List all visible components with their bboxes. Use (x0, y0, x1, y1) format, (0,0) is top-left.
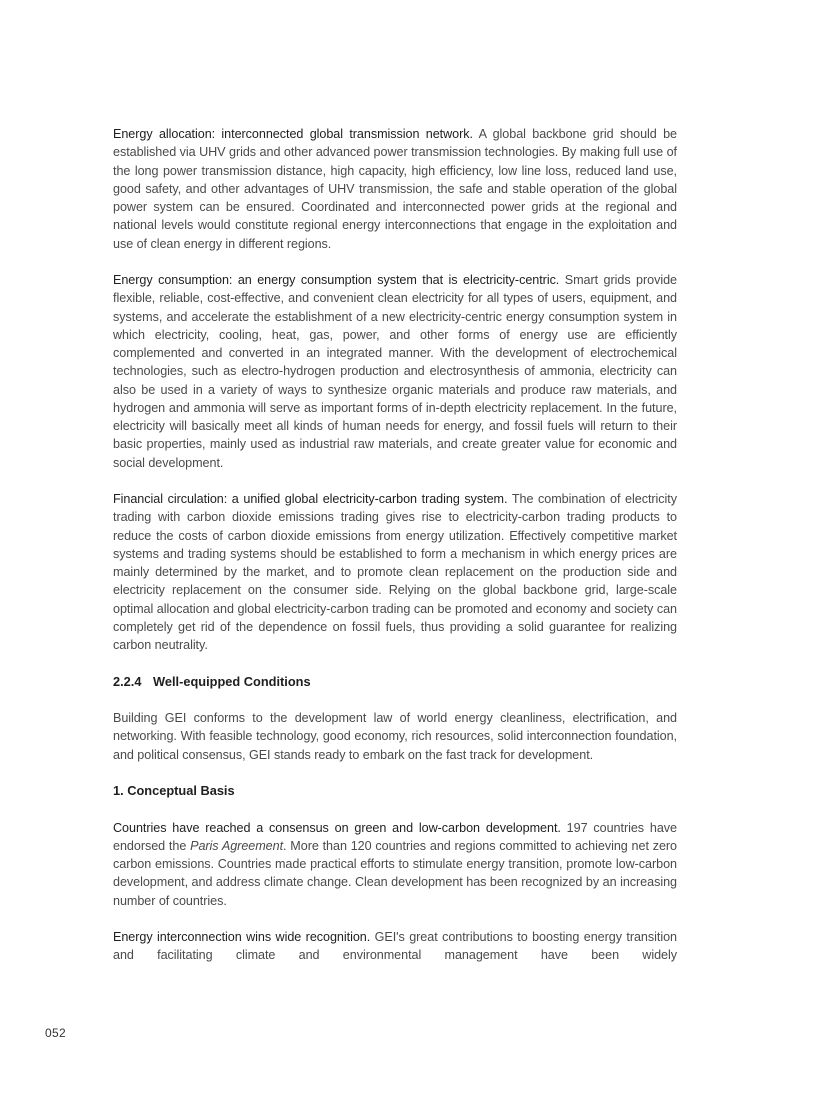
paris-agreement-title: Paris Agreement (190, 838, 284, 853)
paragraph-energy-interconnection (113, 928, 677, 965)
paragraph-body: 197 countries have endorsed the (113, 820, 677, 853)
subsection-heading: 1. Conceptual Basis (113, 783, 235, 798)
paragraph-lead: Energy interconnection wins wide recognition. (113, 930, 371, 944)
section-number: 2.2.4 (113, 673, 142, 689)
section-title: Well-equipped Conditions (153, 673, 311, 689)
paragraph-energy-consumption (113, 271, 677, 472)
paragraph-body: Smart grids provide flexible, reliable, cost-effective, and convenient clean electricity for all types of users, equipment, and systems, and accelerate the establishment of a new electricity-centric energy consumption system in which electricity, cooling, heat, gas, power, and other forms of energy use are efficiently complemented and converted in an integrated manner. With the development of electrochemical technologies, such as electro-hydrogen production and electrosynthesis of ammonia, electricity can also be used in a variety of ways to synthesize organic materials and produce raw materials, and hydrogen and ammonia will serve as important forms of in-depth electricity replacement. In the future, electricity will basically meet all kinds of human needs for energy, and fossil fuels will return to their basic properties, mainly used as industrial raw materials, and create greater value for economic and social development. (113, 273, 678, 470)
paragraph-lead: Energy allocation: interconnected global transmission network. (113, 127, 473, 141)
paragraph-body: . More than 120 countries and regions committed to achieving net zero carbon emissions. Countries made practical efforts to stimulate energy transition, promote low-carbon development, and address climate change. Clean development has been recognized by an increasing number of countries. (113, 838, 678, 908)
paragraph-energy-allocation (113, 125, 677, 253)
document-page (113, 125, 677, 983)
paragraph-financial-circulation (113, 490, 677, 654)
section-heading (113, 673, 677, 691)
paragraph-body: A global backbone grid should be established via UHV grids and other advanced power transmission technologies. By making full use of the long power transmission distance, high capacity, high efficiency, low line loss, reduced land use, good safety, and other advantages of UHV transmission, the safe and stable operation of the global power system can be ensured. Coordinated and interconnected power grids at the regional and national levels would constitute regional energy interconnections that engage in the exploitation and use of clean energy in different regions. (113, 127, 677, 251)
paragraph-lead: Energy consumption: an energy consumption system that is electricity-centric. (113, 273, 560, 287)
paragraph-lead: Countries have reached a consensus on green and low-carbon development. (113, 820, 561, 835)
paragraph-body: The combination of electricity trading with carbon dioxide emissions trading gives rise to electricity-carbon trading products to reduce the costs of carbon dioxide emissions from energy utilization. Effectively competitive market systems and trading systems should be established to form a mechanism in which energy prices are mainly determined by the market, and to promote clean replacement on the production side and electricity replacement on the consumer side. Relying on the global backbone grid, large-scale optimal allocation and global electricity-carbon trading can be promoted and economy and society can completely get rid of the dependence on fossil fuels, thus providing a solid guarantee for realizing carbon neutrality. (113, 492, 677, 652)
paragraph-body: GEI's great contributions to boosting energy transition and facilitating climate and environmental management have been widely (113, 930, 677, 963)
paragraph-consensus (113, 819, 677, 910)
paragraph-lead: Financial circulation: a unified global electricity-carbon trading system. (113, 492, 508, 506)
section-intro-paragraph: Building GEI conforms to the development law of world energy cleanliness, electrification, and networking. With feasible technology, good economy, rich resources, solid interconnection foundation, and political consensus, GEI stands ready to embark on the fast track for development. (113, 711, 677, 762)
page-number: 052 (45, 1026, 66, 1040)
